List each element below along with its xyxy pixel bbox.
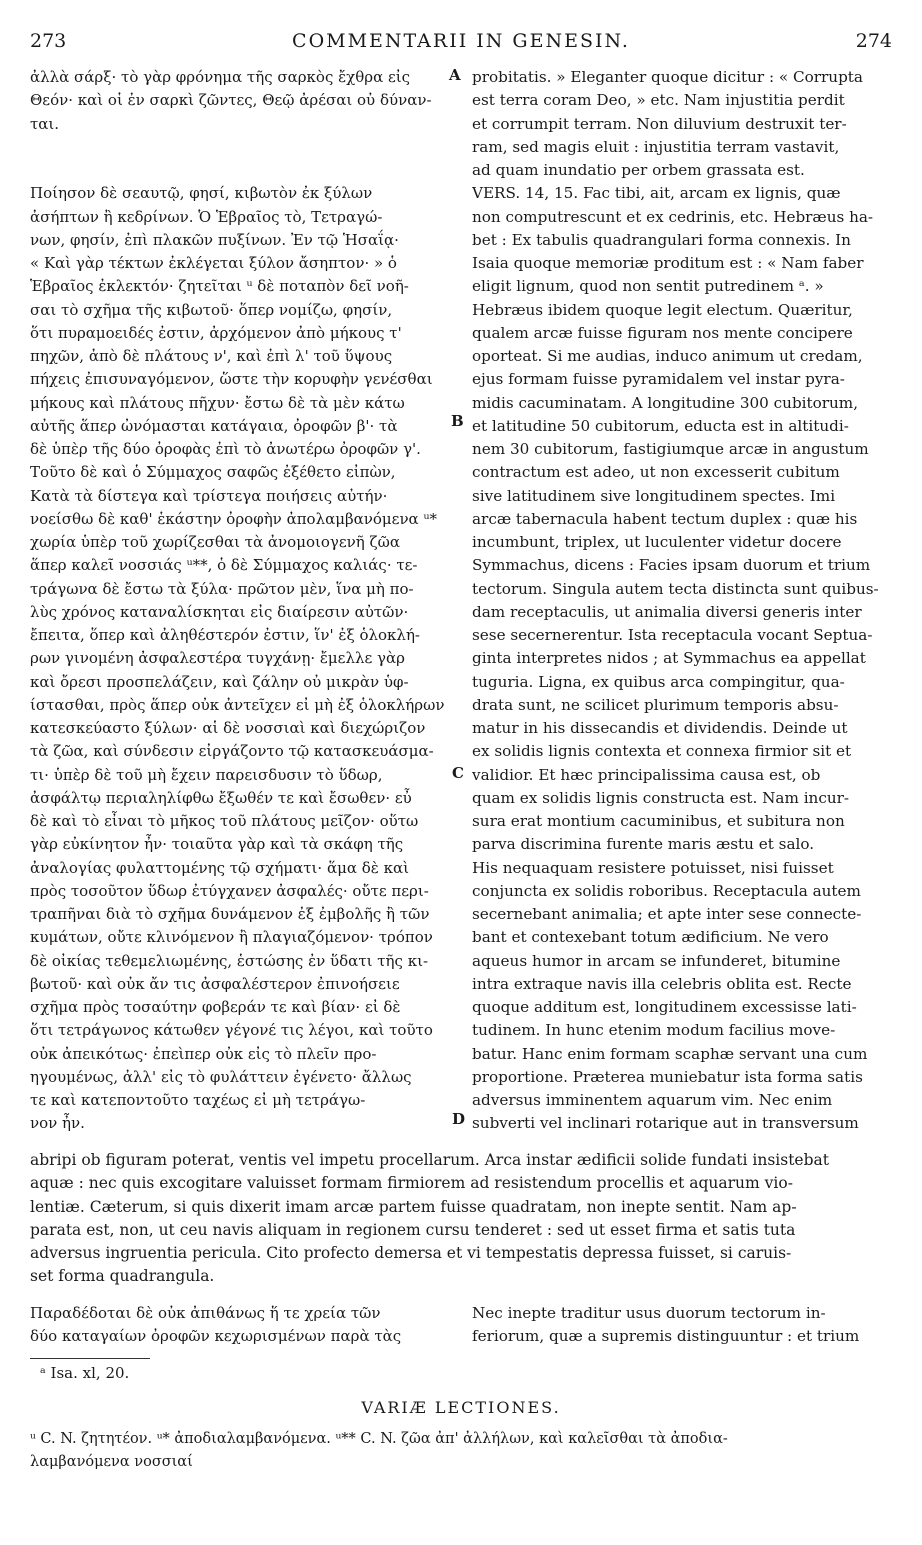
greek-text-line: Ποίησον δὲ σεαυτῷ, φησί, κιβωτὸν ἐκ ξύλων: [30, 184, 373, 203]
greek-column: [30, 66, 448, 1136]
latin-text-line: subverti vel inclinari rotarique aut in transversum: [472, 1114, 859, 1133]
latin-text-line: et latitudine 50 cubitorum, educta est in altitudi-: [472, 416, 849, 435]
latin-text-line: qualem arcæ fuisse figuram nos mente concipere: [472, 323, 853, 342]
greek-text-line: τὰ ζῶα, καὶ σύνδεσιν εἰργάζοντο τῷ κατασκευάσμα-: [30, 742, 434, 761]
greek-text-line: ὅτι πυραμοειδές ἐστιν, ἀρχόμενον ἀπὸ μήκους τ': [30, 323, 402, 342]
latin-text-line: bet : Ex tabulis quadrangulari forma connexis. In: [472, 230, 851, 249]
greek-text-line: μήκους καὶ πλάτους πῆχυν· ἔστω δὲ τὰ μὲν κάτω: [30, 393, 405, 412]
greek-text-line: χωρία ὑπὲρ τοῦ χωρίζεσθαι τὰ ἀνομοιογενῆ ζῶα: [30, 533, 400, 551]
greek-text-line: ὅτι τετράγωνος κάτωθεν γέγονέ τις λέγοι, καὶ τοῦτο: [30, 1021, 433, 1040]
greek-text-line: ίστασθαι, πρὸς ἅπερ οὐκ ἀντεῖχεν εἰ μὴ ἐξ ὁλοκλήρων: [30, 695, 445, 714]
variae-lectiones: [30, 1428, 892, 1475]
latin-text-line: ginta interpretes nidos ; at Symmachus ea appellat: [472, 649, 866, 668]
greek-text-line: Παραδέδοται δὲ οὐκ ἀπιθάνως ἥ τε χρεία τῶν: [30, 1304, 381, 1322]
greek-text-line: πηχῶν, ἀπὸ δὲ πλάτους ν', καὶ ἐπὶ λ' τοῦ ὕψους: [30, 347, 393, 365]
greek-text-line: κυμάτων, οὔτε κλινόμενον ἢ πλαγιαζόμενον· τρόπον: [30, 928, 433, 947]
latin-text-line: bant et contexebant totum ædificium. Ne vero: [472, 928, 829, 947]
greek-text-line: δὲ ὑπὲρ τῆς δύο ὀροφὰς ἐπὶ τὸ ἀνωτέρω ὀροφῶν γ'.: [30, 440, 421, 458]
greek-text-line: αὐτῆς ἅπερ ὠνόμασται κατάγαια, ὀροφῶν β'· τὰ: [30, 416, 398, 435]
latin-text-line: quam ex solidis lignis constructa est. Nam incur-: [472, 788, 850, 807]
greek-text-line: οὐκ ἀπεικότως· ἐπεὶπερ οὐκ εἰς τὸ πλεῖν προ-: [30, 1044, 377, 1063]
latin-text-line: His nequaquam resistere potuisset, nisi fuisset: [472, 858, 834, 877]
margin-letter-b: B: [451, 412, 464, 430]
latin-text-line: lentiæ. Cæterum, si quis dixerit imam arcæ partem fuisse quadratam, non inepte sentit. Nam ap-: [30, 1197, 797, 1216]
latin-text-line: ram, sed magis eluit : injustitia terram vastavit,: [472, 137, 840, 156]
greek-text-line: δύο καταγαίων ὀροφῶν κεχωρισμένων παρὰ τὰς: [30, 1327, 402, 1346]
latin-text-line: proportione. Præterea muniebatur ista forma satis: [472, 1067, 863, 1086]
latin-text-line: intra extraque navis illa celebris oblita est. Recte: [472, 974, 852, 993]
latin-text-line: secernebant animalia; et apte inter sese connecte-: [472, 905, 862, 923]
variant-reading-line: ᵘ C. N. ζητητέον. ᵘ* ἀποδιαλαμβανόμενα. ᵘ** C. N. ζῶα ἀπ' ἀλλήλων, καὶ καλεῖσθαι τὰ ἀποδια-: [30, 1431, 728, 1447]
latin-text-line: set forma quadrangula.: [30, 1267, 215, 1286]
latin-text-line: eligit lignum, quod non sentit putredinem ᵃ. »: [472, 277, 824, 296]
latin-text-line: sive latitudinem sive longitudinem spectes. Imi: [472, 486, 836, 505]
latin-text-line: matur in his dissecandis et dividendis. Deinde ut: [472, 719, 848, 737]
latin-text-line: tectorum. Singula autem tecta distincta sunt quibus-: [472, 579, 879, 598]
greek-text-line: πήχεις ἐπισυναγόμενον, ὥστε τὴν κορυφὴν γενέσθαι: [30, 370, 433, 389]
latin-text-line: quoque additum est, longitudinem excessisse lati-: [472, 998, 857, 1016]
greek-text-line: ἀσήπτων ἢ κεδρίνων. Ὁ Ἑβραῖος τὸ, Τετραγώ-: [30, 207, 383, 226]
greek-text-line: [30, 136, 448, 159]
latin-text-line: non computrescunt et ex cedrinis, etc. Hebræus ha-: [472, 207, 874, 226]
latin-text-line: Hebræus ibidem quoque legit electum. Quæritur,: [472, 300, 853, 319]
margin-letter-d: D: [452, 1110, 466, 1128]
footnote-rule: [30, 1358, 150, 1359]
latin-text-line: arcæ tabernacula habent tectum duplex : quæ his: [472, 509, 858, 528]
greek-text-line: δὲ καὶ τὸ εἶναι τὸ μῆκος τοῦ πλάτους μεῖζον· οὕτω: [30, 812, 419, 830]
greek-text-line: τι· ὑπὲρ δὲ τοῦ μὴ ἔχειν παρεισδυσιν τὸ ὕδωρ,: [30, 765, 383, 784]
latin-text-line: parata est, non, ut ceu navis aliquam in regionem cursu tenderet : sed ut esset firma et satis tuta: [30, 1220, 796, 1239]
latin-text-line: tuguria. Ligna, ex quibus arca compingitur, qua-: [472, 672, 845, 691]
greek-text-line: σαι τὸ σχῆμα τῆς κιβωτοῦ· ὅπερ νομίζω, φησίν,: [30, 300, 393, 319]
variant-reading-line: λαμβανόμενα νοσσιαί: [30, 1454, 193, 1471]
greek-text-line: νον ἦν.: [30, 1114, 85, 1133]
latin-text-line: Nec inepte traditur usus duorum tectorum in-: [472, 1304, 826, 1322]
latin-bottom-column: [472, 1302, 892, 1349]
latin-column: [472, 66, 892, 1136]
latin-text-line: drata sunt, ne scilicet plurimum temporis absu-: [472, 695, 839, 714]
margin-letter-c: C: [452, 764, 464, 782]
greek-text-line: τράγωνα δὲ ἔστω τὰ ξύλα· πρῶτον μὲν, ἵνα μὴ πο-: [30, 579, 414, 598]
greek-text-line: δὲ οἰκίας τεθεμελιωμένης, ἑστώσης ἐν ὕδατι τῆς κι-: [30, 951, 429, 970]
latin-text-line: Symmachus, dicens : Facies ipsam duorum et trium: [472, 556, 871, 575]
greek-text-line: λὺς χρόνος καταναλίσκηται εἰς διαίρεσιν αὐτῶν·: [30, 602, 409, 621]
latin-text-line: adversus ingruentia pericula. Cito profecto demersa et vi tempestatis depressa fuisset, si caruis-: [30, 1244, 792, 1262]
latin-text-line: aqueus humor in arcam se infunderet, bitumine: [472, 951, 841, 970]
footnote: ᵃ Isa. xl, 20.: [40, 1364, 130, 1382]
latin-text-line: sura erat montium cacuminibus, et subitura non: [472, 812, 845, 830]
latin-text-line: batur. Hanc enim formam scaphæ servant una cum: [472, 1044, 868, 1063]
margin-letter-a: A: [449, 66, 461, 84]
greek-text-line: τε καὶ κατεποντοῦτο ταχέως εἰ μὴ τετράγω-: [30, 1091, 366, 1109]
page-header: [30, 30, 892, 60]
latin-text-line: nem 30 cubitorum, fastigiumque arcæ in angustum: [472, 440, 869, 458]
greek-text-line: σχῆμα πρὸς τοσαύτην φοβεράν τε καὶ βίαν· εἰ δὲ: [30, 998, 401, 1016]
greek-text-line: « Καὶ γὰρ τέκτων ἐκλέγεται ξύλον ἄσηπτον· » ὁ: [30, 254, 397, 272]
latin-continuation: [30, 1149, 892, 1289]
greek-text-line: Ἑβραῖος ἐκλεκτόν· ζητεῖται ᵘ δὲ ποταπὸν δεῖ νοῆ-: [30, 277, 409, 296]
latin-text-line: Isaia quoque memoriæ proditum est : « Nam faber: [472, 254, 864, 272]
latin-text-line: ex solidis lignis contexta et connexa firmior sit et: [472, 742, 852, 761]
latin-text-line: tudinem. In hunc etenim modum facilius move-: [472, 1021, 836, 1040]
greek-bottom-column: [30, 1302, 448, 1349]
latin-text-line: conjuncta ex solidis roboribus. Receptacula autem: [472, 881, 861, 900]
latin-text-line: dam receptaculis, ut animalia diversi generis inter: [472, 602, 862, 621]
latin-text-line: validior. Et hæc principalissima causa est, ob: [472, 765, 821, 784]
greek-text-line: τραπῆναι διὰ τὸ σχῆμα δυνάμενον ἐξ ἐμβολῆς ἢ τῶν: [30, 905, 430, 923]
greek-text-line: βωτοῦ· καὶ οὐκ ἄν τις ἀσφαλέστερον ἐπινοήσειε: [30, 974, 400, 993]
latin-text-line: abripi ob figuram poterat, ventis vel impetu procellarum. Arca instar ædificii solide fundati insistebat: [30, 1151, 829, 1169]
latin-text-line: adversus imminentem aquarum vim. Nec enim: [472, 1091, 833, 1109]
greek-text-line: ται.: [30, 114, 60, 133]
greek-text-line: Τοῦτο δὲ καὶ ὁ Σύμμαχος σαφῶς ἐξέθετο εἰπὼν,: [30, 463, 396, 482]
greek-text-line: ἅπερ καλεῖ νοσσιάς ᵘ**, ὁ δὲ Σύμμαχος καλιάς· τε-: [30, 556, 418, 575]
latin-text-line: probitatis. » Eleganter quoque dicitur : « Corrupta: [472, 68, 863, 86]
latin-text-line: sese secernerentur. Ista receptacula vocant Septua-: [472, 626, 873, 644]
greek-text-line: ἀλλὰ σάρξ· τὸ γὰρ φρόνημα τῆς σαρκὸς ἔχθρα εἰς: [30, 68, 411, 86]
greek-text-line: [30, 159, 448, 182]
latin-text-line: contractum est adeo, ut non excesserit cubitum: [472, 463, 840, 482]
running-title: COMMENTARII IN GENESIN.: [292, 30, 630, 52]
latin-text-line: oporteat. Si me audias, induco animum ut credam,: [472, 347, 863, 365]
variae-lectiones-title: VARIÆ LECTIONES.: [361, 1398, 561, 1417]
latin-text-line: feriorum, quæ a supremis distinguuntur : et trium: [472, 1327, 860, 1346]
latin-text-line: aquæ : nec quis excogitare valuisset formam firmiorem ad resistendum procellis et aquarum vio-: [30, 1174, 793, 1193]
greek-text-line: κατεσκεύαστο ξύλων· αἱ δὲ νοσσιαὶ καὶ διεχώριζον: [30, 719, 426, 737]
latin-text-line: ad quam inundatio per orbem grassata est.: [472, 161, 805, 179]
latin-text-line: incumbunt, triplex, ut luculenter videtur docere: [472, 533, 842, 551]
greek-text-line: Θεόν· καὶ οἱ ἐν σαρκὶ ζῶντες, Θεῷ ἀρέσαι οὐ δύναν-: [30, 91, 432, 110]
greek-text-line: ρων γινομένη ἀσφαλεστέρα τυγχάνῃ· ἔμελλε γὰρ: [30, 649, 405, 668]
greek-text-line: ἀσφάλτῳ περιαληλίφθω ἔξωθέν τε καὶ ἔσωθεν· εὖ: [30, 788, 412, 807]
latin-text-line: parva discrimina furente maris æstu et salo.: [472, 835, 815, 854]
greek-text-line: ἔπειτα, ὅπερ καὶ ἀληθέστερόν ἐστιν, ἵν' ἐξ ὁλοκλή-: [30, 626, 420, 644]
page-number-left: 273: [30, 30, 67, 52]
latin-text-line: midis cacuminatam. A longitudine 300 cubitorum,: [472, 393, 859, 412]
latin-text-line: est terra coram Deo, » etc. Nam injustitia perdit: [472, 91, 845, 110]
greek-text-line: γὰρ εὐκίνητον ἦν· τοιαῦτα γὰρ καὶ τὰ σκάφη τῆς: [30, 835, 404, 854]
greek-text-line: νων, φησίν, ἐπὶ πλακῶν πυξίνων. Ἐν τῷ Ἡσαΐᾳ·: [30, 230, 399, 249]
greek-text-line: πρὸς τοσοῦτον ὕδωρ ἐτύγχανεν ἀσφαλές· οὔτε περι-: [30, 881, 429, 900]
greek-text-line: ηγουμένως, ἀλλ' εἰς τὸ φυλάττειν ἐγένετο· ἄλλως: [30, 1067, 412, 1086]
greek-text-line: νοείσθω δὲ καθ' ἑκάστην ὀροφὴν ἀπολαμβανόμενα ᵘ*: [30, 509, 437, 528]
latin-text-line: ejus formam fuisse pyramidalem vel instar pyra-: [472, 370, 845, 389]
latin-text-line: VERS. 14, 15. Fac tibi, ait, arcam ex lignis, quæ: [472, 184, 841, 203]
greek-text-line: ἀναλογίας φυλαττομένης τῷ σχήματι· ἅμα δὲ καὶ: [30, 858, 409, 877]
greek-text-line: καὶ ὄρεσι προσπελάζειν, καὶ ζάλην οὐ μικρὰν ὑφ-: [30, 672, 409, 691]
page-number-right: 274: [855, 30, 892, 52]
latin-text-line: et corrumpit terram. Non diluvium destruxit ter-: [472, 114, 847, 133]
greek-text-line: Κατὰ τὰ δίστεγα καὶ τρίστεγα ποιήσεις αὐτήν·: [30, 486, 388, 505]
